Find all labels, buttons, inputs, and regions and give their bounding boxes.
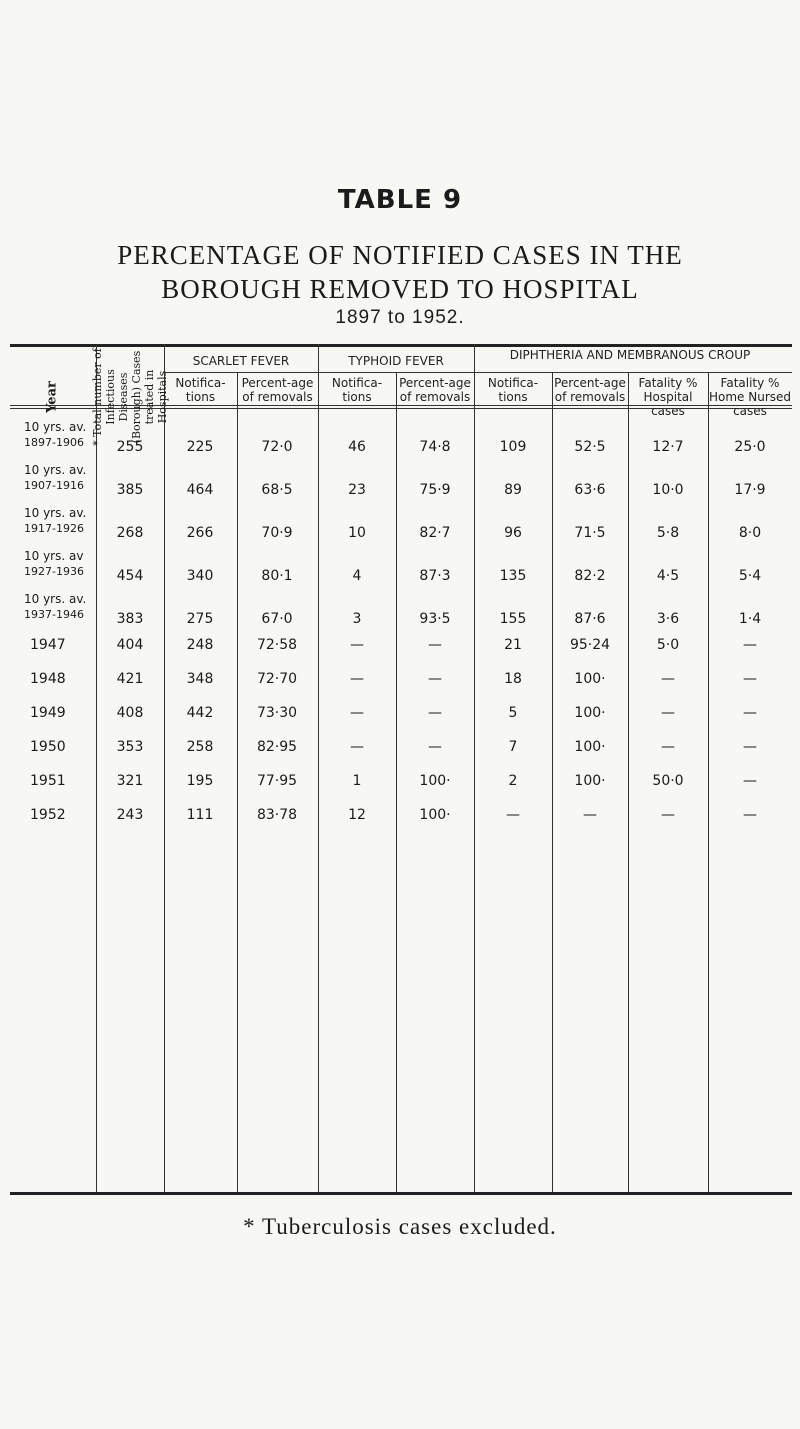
table-cell: — [661, 671, 675, 687]
table-row [0, 807, 800, 847]
table-cell: — [350, 739, 364, 755]
table-row [0, 592, 800, 632]
table-cell: 5·4 [738, 568, 762, 584]
sub-header: Notifica-tions [331, 376, 383, 404]
sub-header: Notifica-tions [487, 376, 539, 404]
table-cell: — [661, 739, 675, 755]
footnote: * Tuberculosis cases excluded. [243, 1214, 557, 1239]
heading-line-2: BOROUGH REMOVED TO HOSPITAL [161, 274, 639, 304]
table-cell: 95·24 [569, 637, 611, 653]
table-row [0, 420, 800, 460]
table-cell: 73·30 [256, 705, 298, 721]
table-cell: 100· [419, 807, 451, 823]
row-year: 1948 [30, 671, 66, 687]
row-year: 1950 [30, 739, 66, 755]
table-cell: — [743, 705, 757, 721]
table-cell: 12 [348, 807, 366, 823]
table-cell: 10·0 [652, 482, 684, 498]
row-period: 1897-1906 [24, 436, 84, 449]
table-cell: 109 [499, 439, 527, 455]
table-cell: 63·6 [574, 482, 606, 498]
table-cell: 100· [574, 705, 606, 721]
table-cell: 74·8 [419, 439, 451, 455]
table-cell: — [350, 637, 364, 653]
row-period: 1937-1946 [24, 608, 84, 621]
table-cell: 4 [352, 568, 362, 584]
table-cell: 83·78 [256, 807, 298, 823]
row-period: 1907-1916 [24, 479, 84, 492]
table-cell: 442 [186, 705, 214, 721]
table-cell: 100· [574, 739, 606, 755]
table-cell: 70·9 [261, 525, 293, 541]
table-cell: 100· [574, 773, 606, 789]
table-cell: 52·5 [574, 439, 606, 455]
table-cell: — [743, 773, 757, 789]
table-cell: 75·9 [419, 482, 451, 498]
table-cell: 77·95 [256, 773, 298, 789]
table-cell: 248 [186, 637, 214, 653]
table-cell: — [661, 705, 675, 721]
row-label: 10 yrs. av. [24, 592, 87, 606]
table-cell: — [661, 807, 675, 823]
table-cell: 7 [508, 739, 518, 755]
table-cell: 50·0 [652, 773, 684, 789]
table-cell: 255 [116, 439, 144, 455]
table-cell: — [428, 637, 442, 653]
table-heading [0, 238, 800, 306]
table-cell: 96 [504, 525, 522, 541]
table-cell: 8·0 [738, 525, 762, 541]
row-year: 1952 [30, 807, 66, 823]
table-cell: — [743, 637, 757, 653]
table-cell: 71·5 [574, 525, 606, 541]
table-cell: 87·3 [419, 568, 451, 584]
table-cell: 100· [574, 671, 606, 687]
table-cell: 21 [504, 637, 522, 653]
table-cell: — [350, 705, 364, 721]
table-cell: 67·0 [261, 611, 293, 627]
table-title: TABLE 9 [337, 185, 463, 215]
table-cell: 225 [186, 439, 214, 455]
table-cell: — [743, 739, 757, 755]
sub-header: Fatality % Home Nursed cases [708, 376, 792, 418]
table-cell: — [428, 705, 442, 721]
row-label: 10 yrs. av [24, 549, 84, 563]
table-cell: 12·7 [652, 439, 684, 455]
total-header: * Total number of Infectious Diseases (Borough) Cases treated in Hospitals [91, 348, 169, 446]
table-cell: 340 [186, 568, 214, 584]
table-cell: — [428, 671, 442, 687]
scarlet-fever-header: SCARLET FEVER [192, 354, 290, 368]
row-period: 1917-1926 [24, 522, 84, 535]
table-cell: 464 [186, 482, 214, 498]
table-cell: 321 [116, 773, 144, 789]
row-label: 10 yrs. av. [24, 420, 87, 434]
row-year: 1947 [30, 637, 66, 653]
row-label: 10 yrs. av. [24, 463, 87, 477]
table-cell: 258 [186, 739, 214, 755]
table-cell: 5 [508, 705, 518, 721]
sub-header: Percent-age of removals [554, 376, 626, 404]
table-cell: 135 [499, 568, 527, 584]
table-cell: 3·6 [656, 611, 680, 627]
date-range: 1897 to 1952. [335, 307, 465, 328]
table-cell: 17·9 [734, 482, 766, 498]
table-cell: 5·0 [656, 637, 680, 653]
table-cell: 3 [352, 611, 362, 627]
table-cell: 408 [116, 705, 144, 721]
table-cell: 72·0 [261, 439, 293, 455]
table-cell: 266 [186, 525, 214, 541]
table-cell: 383 [116, 611, 144, 627]
table-cell: 243 [116, 807, 144, 823]
table-cell: 82·95 [256, 739, 298, 755]
table-cell: 4·5 [656, 568, 680, 584]
table-cell: — [350, 671, 364, 687]
table-cell: 72·58 [256, 637, 298, 653]
table-cell: 80·1 [261, 568, 293, 584]
table-cell: 87·6 [574, 611, 606, 627]
table-cell: — [506, 807, 520, 823]
row-label: 10 yrs. av. [24, 506, 87, 520]
table-cell: 421 [116, 671, 144, 687]
table-row [0, 549, 800, 589]
table-cell: 404 [116, 637, 144, 653]
table-cell: 23 [348, 482, 366, 498]
diphtheria-header: DIPHTHERIA AND MEMBRANOUS CROUP [509, 348, 751, 362]
table-cell: 2 [508, 773, 518, 789]
table-row [0, 463, 800, 503]
sub-header: Percent-age of removals [241, 376, 314, 404]
table-cell: — [428, 739, 442, 755]
typhoid-fever-header: TYPHOID FEVER [348, 354, 444, 368]
table-cell: 454 [116, 568, 144, 584]
table-cell: 46 [348, 439, 366, 455]
table-cell: — [743, 807, 757, 823]
row-period: 1927-1936 [24, 565, 84, 578]
table-cell: 1·4 [738, 611, 762, 627]
table-cell: 18 [504, 671, 522, 687]
table-cell: 25·0 [734, 439, 766, 455]
table-cell: 195 [186, 773, 214, 789]
table-cell: 155 [499, 611, 527, 627]
table-cell: 5·8 [656, 525, 680, 541]
sub-header: Fatality % Hospital cases [638, 376, 698, 418]
table-cell: 68·5 [261, 482, 293, 498]
table-cell: 89 [504, 482, 522, 498]
table-cell: 82·7 [419, 525, 451, 541]
table-cell: 268 [116, 525, 144, 541]
table-cell: 93·5 [419, 611, 451, 627]
year-header: Year [44, 381, 60, 413]
heading-line-1: PERCENTAGE OF NOTIFIED CASES IN THE [117, 240, 683, 270]
table-cell: 100· [419, 773, 451, 789]
table-cell: 348 [186, 671, 214, 687]
table-cell: — [583, 807, 597, 823]
row-year: 1951 [30, 773, 66, 789]
row-year: 1949 [30, 705, 66, 721]
table-row [0, 506, 800, 546]
table-cell: 10 [348, 525, 366, 541]
table-cell: 1 [352, 773, 362, 789]
table-cell: 111 [186, 807, 214, 823]
group-divider-line [164, 372, 792, 373]
table-cell: — [743, 671, 757, 687]
table-cell: 82·2 [574, 568, 606, 584]
table-bottom-rule [10, 1192, 792, 1195]
sub-header: Notifica-tions [175, 376, 226, 404]
table-cell: 275 [186, 611, 214, 627]
table-cell: 72·70 [256, 671, 298, 687]
sub-header: Percent-age of removals [399, 376, 471, 404]
table-cell: 385 [116, 482, 144, 498]
table-cell: 353 [116, 739, 144, 755]
